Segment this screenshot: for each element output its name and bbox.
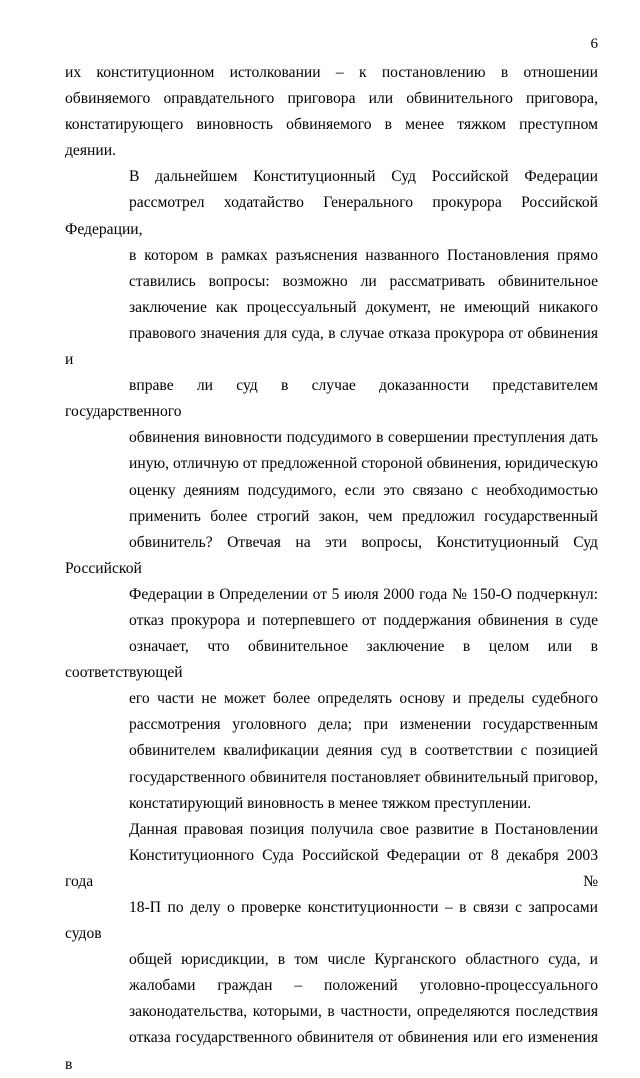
text-line: Конституционного Суда Российской Федерации от 8 декабря 2003 года № <box>65 846 598 890</box>
paragraph <box>65 60 598 164</box>
text-line: их конституционном истолковании – к постановлению в отношении <box>65 64 598 81</box>
text-line: рассмотрения уголовного дела; при изменении государственным <box>129 716 598 734</box>
text-line: Федерации в Определении от 5 июля 2000 года № 150-О подчеркнул: <box>129 585 598 603</box>
text-line: Данная правовая позиция получила свое развитие в Постановлении <box>129 820 598 838</box>
text-line: государственного обвинителя постановляет обвинительный приговор, <box>129 768 598 786</box>
text-line: обвинения виновности подсудимого в совершении преступления дать <box>129 429 598 447</box>
text-line: означает, что обвинительное заключение в целом или в соответствующей <box>65 638 598 682</box>
text-line: ставились вопросы: возможно ли рассматривать обвинительное <box>129 272 598 290</box>
text-line: оценку деяниям подсудимого, если это связано с необходимостью <box>129 481 598 499</box>
text-line: жалобами граждан – положений уголовно-процессуального <box>129 977 598 995</box>
text-line: обвиняемого оправдательного приговора или обвинительного приговора, <box>65 90 598 108</box>
text-line: рассмотрел ходатайство Генерального прокурора Российской Федерации, <box>65 194 598 238</box>
text-line: вправе ли суд в случае доказанности представителем государственного <box>65 377 598 421</box>
page-number: 6 <box>590 36 598 52</box>
text-line: обвинитель? Отвечая на эти вопросы, Конституционный Суд Российской <box>65 533 598 577</box>
paragraph <box>65 164 598 816</box>
text-line: В дальнейшем Конституционный Суд Российской Федерации <box>129 168 598 186</box>
text-line: в котором в рамках разъяснения названного Постановления прямо <box>129 246 598 264</box>
text-line: иную, отличную от предложенной стороной обвинения, юридическую <box>129 455 598 473</box>
text-line: 18-П по делу о проверке конституционности – в связи с запросами судов <box>65 899 598 943</box>
text-line: отказа государственного обвинителя от обвинения или его изменения в <box>65 1029 598 1073</box>
text-line: его части не может более определять основу и пределы судебного <box>129 690 598 708</box>
text-line: правового значения для суда, в случае отказа прокурора от обвинения и <box>65 324 598 369</box>
text-line: отказ прокурора и потерпевшего от поддержания обвинения в суде <box>129 611 598 629</box>
paragraph <box>65 817 598 1078</box>
text-line: констатирующего виновность обвиняемого в менее тяжком преступном <box>65 116 598 134</box>
text-line: применить более строгий закон, чем предложил государственный <box>129 507 598 525</box>
text-line: заключение как процессуальный документ, не имеющий никакого <box>129 298 598 316</box>
body-text <box>65 60 598 1078</box>
text-line: констатирующий виновность в менее тяжком преступлении. <box>129 794 532 812</box>
text-line: общей юрисдикции, в том числе Курганского областного суда, и <box>129 951 598 969</box>
text-line: обвинителем квалификации деяния суд в соответствии с позицией <box>129 742 598 760</box>
text-line: деянии. <box>65 142 116 160</box>
text-line: законодательства, которыми, в частности, определяются последствия <box>129 1003 598 1021</box>
